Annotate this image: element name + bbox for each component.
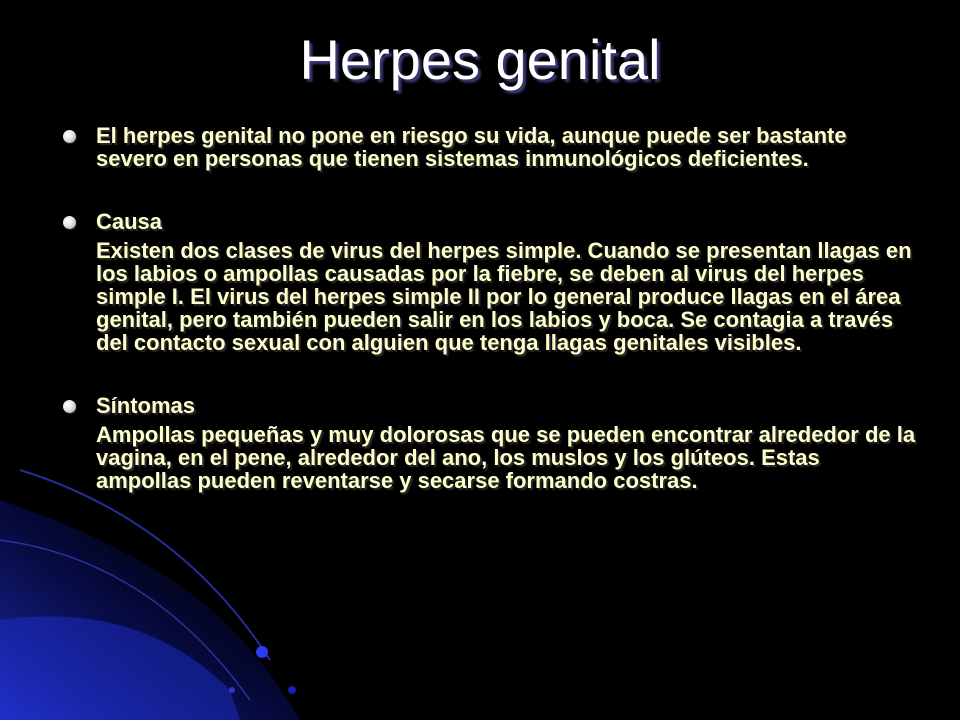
- bullet-item-causa: [60, 210, 920, 354]
- bullet-text: Ampollas pequeñas y muy dolorosas que se pueden encontrar alrededor de la vagina, en el pene, alrededor del ano, los muslos y los glúteos. Estas ampollas pueden reventarse y secarse formando costras.: [96, 422, 916, 493]
- bullet-icon: [63, 216, 76, 229]
- bullet-icon: [63, 400, 76, 413]
- bullet-heading: Síntomas: [96, 393, 196, 418]
- slide-title: Herpes genital: [299, 28, 661, 91]
- bullet-text: Existen dos clases de virus del herpes simple. Cuando se presentan llagas en los labios o ampollas causadas por la fiebre, se deben al virus del herpes simple I. El virus del herpes simple II por lo general produce llagas en el área genital, pero también pueden salir en los labios y boca. Se contagia a través del contacto sexual con alguien que tenga llagas genitales visibles.: [96, 238, 912, 355]
- bullet-list: [60, 124, 920, 492]
- bullet-icon: [63, 130, 76, 143]
- bullet-item: [60, 124, 920, 170]
- bullet-text: El herpes genital no pone en riesgo su vida, aunque puede ser bastante severo en personas que tienen sistemas inmunológicos deficientes.: [96, 123, 847, 171]
- bullet-heading: Causa: [96, 209, 163, 234]
- decor-dot: [256, 646, 268, 658]
- bullet-item-sintomas: [60, 394, 920, 492]
